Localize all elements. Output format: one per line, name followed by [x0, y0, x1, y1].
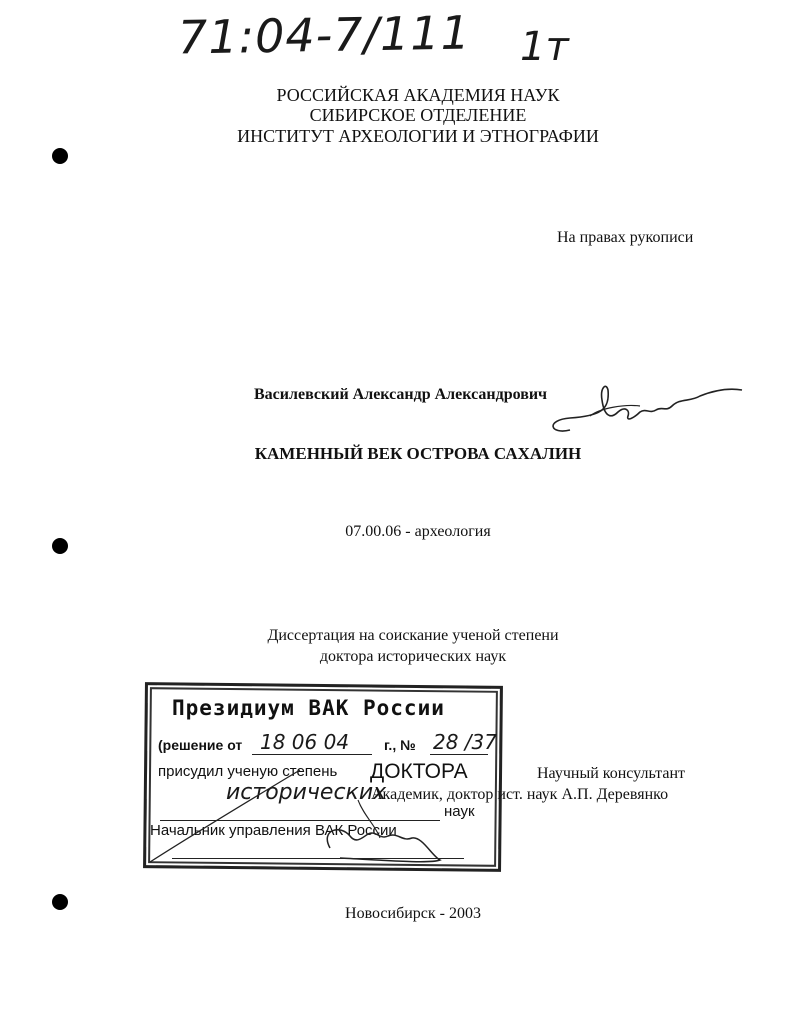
catalog-code-suffix: 1т: [520, 24, 569, 70]
manuscript-note: На правах рукописи: [557, 229, 694, 246]
org-line-3: ИНСТИТУТ АРХЕОЛОГИИ И ЭТНОГРАФИИ: [237, 126, 599, 146]
consultant-label: Научный консультант: [537, 765, 685, 782]
specialty-code: 07.00.06 - археология: [345, 523, 491, 540]
dissertation-title: КАМЕННЫЙ ВЕК ОСТРОВА САХАЛИН: [254, 444, 582, 463]
dissertation-line-2: доктора исторических наук: [319, 648, 507, 665]
binder-hole-top: [52, 148, 68, 164]
stamp-awarded-label: присудил ученую степень: [158, 763, 338, 780]
author-name: Василевский Александр Александрович: [254, 386, 548, 403]
org-line-2: СИБИРСКОЕ ОТДЕЛЕНИЕ: [309, 105, 527, 125]
stamp-number-line: [430, 754, 488, 755]
stamp-number: 28 /37: [433, 730, 497, 754]
org-line-1: РОССИЙСКАЯ АКАДЕМИЯ НАУК: [276, 85, 560, 105]
stamp-decision-label: (решение от: [158, 737, 243, 753]
stamp-year-label: г., №: [384, 737, 416, 753]
consultant-name: Академик, доктор ист. наук А.П. Деревянко: [371, 786, 669, 803]
stamp-nauk-label: наук: [444, 803, 475, 820]
stamp-date: 18 06 04: [260, 730, 350, 754]
city-year: Новосибирск - 2003: [345, 905, 481, 922]
author-signature-icon: [530, 380, 750, 440]
stamp-field-handwritten: исторических: [226, 780, 387, 805]
catalog-code: 71:04-7/111: [177, 5, 472, 65]
stamp-title: Президиум ВАК России: [172, 696, 445, 720]
dissertation-line-1: Диссертация на соискание ученой степени: [267, 627, 559, 644]
stamp-degree: ДОКТОРА: [370, 760, 468, 783]
stamp-head-label: Начальник управления ВАК России: [150, 822, 397, 839]
stamp-date-line: [252, 754, 372, 755]
stamp-signature-icon: [140, 760, 500, 870]
